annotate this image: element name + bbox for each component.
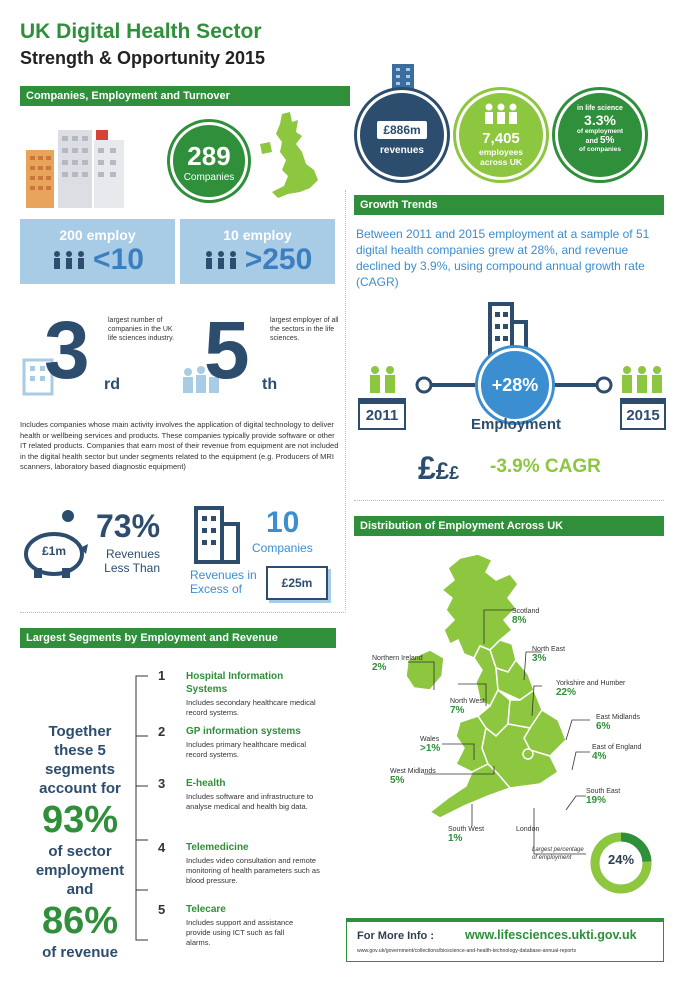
region-value: 5% bbox=[390, 775, 405, 786]
region-value: >1% bbox=[420, 743, 441, 754]
companies-ten-label: Companies bbox=[252, 541, 313, 555]
footer-reports-link[interactable]: www.gov.uk/government/collections/bioscience-and-health-technology-database-annual-reports bbox=[357, 948, 577, 954]
ls-comp-label: of companies bbox=[579, 146, 621, 153]
life-science-circle bbox=[555, 90, 645, 180]
ls-comp-pct: 5% bbox=[599, 135, 615, 146]
section-bar-segments: Largest Segments by Employment and Revenue bbox=[20, 628, 336, 648]
region-name: South East bbox=[586, 788, 621, 795]
region-london bbox=[516, 826, 539, 833]
region-value: 6% bbox=[596, 721, 611, 732]
region-name: Yorkshire and Humber bbox=[556, 680, 626, 687]
rank1-text: largest number of companies in the UK life sciences industry. bbox=[108, 317, 175, 342]
segment-num: 4 bbox=[158, 840, 166, 855]
buildings-icon bbox=[26, 124, 130, 208]
region-name: South West bbox=[448, 826, 485, 833]
rank2-number: 5 bbox=[204, 305, 250, 396]
pound-icon: £ bbox=[435, 458, 450, 485]
region-value: 3% bbox=[532, 653, 547, 664]
summary-line-4: account for bbox=[39, 780, 121, 797]
cagr-value: -3.9% CAGR bbox=[490, 456, 601, 477]
region-value: 2% bbox=[372, 662, 387, 673]
segment-desc: Includes secondary healthcare medical record systems. bbox=[186, 698, 316, 717]
region-east-midlands bbox=[596, 714, 640, 732]
section-bar-companies: Companies, Employment and Turnover bbox=[20, 86, 350, 106]
region-value: 1% bbox=[448, 833, 463, 844]
employees-circle bbox=[456, 90, 546, 180]
bracket-line bbox=[134, 670, 154, 946]
region-value: 22% bbox=[556, 687, 577, 698]
segment-num: 2 bbox=[158, 724, 166, 739]
region-name: East of England bbox=[592, 744, 642, 751]
pound-icon: £ bbox=[418, 450, 436, 486]
region-value: 8% bbox=[512, 615, 527, 626]
ls-intro: in life science bbox=[577, 105, 623, 112]
divider-growth bbox=[354, 500, 664, 501]
companies-count: 289 bbox=[187, 141, 231, 171]
segment-num: 3 bbox=[158, 776, 166, 791]
office-building-icon bbox=[192, 504, 242, 564]
divider-horizontal bbox=[20, 612, 346, 613]
region-value: 19% bbox=[586, 795, 607, 806]
box1-title: 200 employ bbox=[59, 227, 136, 243]
summary-pct-2: 86% bbox=[41, 900, 119, 942]
pound-icons bbox=[418, 450, 459, 487]
summary-line-1: Together bbox=[48, 723, 112, 740]
london-donut-value: 24% bbox=[607, 852, 635, 867]
region-yorkshire bbox=[556, 680, 625, 698]
year-start-calendar: 2011 bbox=[358, 398, 406, 430]
excess-label-2: Excess of bbox=[190, 582, 243, 596]
people-icon bbox=[51, 250, 87, 270]
region-name: West Midlands bbox=[390, 768, 436, 775]
segment-title: GP information systems bbox=[186, 726, 301, 737]
rank2-text: largest employer of all the sectors in the life sciences. bbox=[270, 317, 339, 342]
revenue-pct: 73% bbox=[96, 508, 161, 544]
segment-title: Telemedicine bbox=[186, 842, 249, 853]
pound-icon: £ bbox=[449, 463, 460, 483]
region-west-midlands bbox=[390, 768, 436, 786]
people-icon bbox=[481, 103, 521, 125]
rank1-suffix: rd bbox=[104, 376, 120, 393]
region-northern-ireland bbox=[372, 655, 423, 673]
growth-text: Between 2011 and 2015 employment at a sample of 51 digital health companies grew at 28%, and revenue declined by 3.9%, using compound annual growth rate (CAGR) bbox=[356, 227, 650, 289]
box2-value: >250 bbox=[244, 243, 313, 276]
segment-num: 1 bbox=[158, 668, 166, 683]
divider-vertical bbox=[345, 190, 346, 610]
footer-box bbox=[346, 918, 664, 962]
region-south-west bbox=[448, 826, 484, 844]
companies-label: Companies bbox=[183, 172, 235, 183]
summary-line-3: segments bbox=[44, 761, 116, 778]
page-title: UK Digital Health Sector bbox=[20, 20, 262, 43]
large-companies-box bbox=[180, 219, 335, 284]
summary-line-2: these 5 bbox=[54, 742, 106, 759]
segment-desc: Includes primary healthcare medical record systems. bbox=[186, 740, 307, 759]
region-south-east bbox=[586, 788, 620, 806]
revenue-label: revenues bbox=[380, 145, 424, 156]
ls-emp-label: of employment bbox=[576, 128, 624, 135]
revenue-pct-label-2: Less Than bbox=[104, 561, 160, 575]
segment-num: 5 bbox=[158, 902, 166, 917]
region-name: Wales bbox=[420, 736, 440, 743]
uk-map-small-icon bbox=[252, 112, 332, 202]
segments-summary bbox=[28, 722, 132, 962]
region-value: 7% bbox=[450, 705, 465, 716]
region-name: North East bbox=[532, 646, 566, 653]
year-end-calendar: 2015 bbox=[620, 398, 666, 430]
region-name: Scotland bbox=[512, 608, 540, 615]
ls-and: and bbox=[585, 138, 599, 145]
people-icon bbox=[203, 250, 239, 270]
summary-line-5: of sector bbox=[48, 843, 112, 860]
segment-desc: Includes software and infrastructure to analyse medical and health big data. bbox=[186, 792, 314, 811]
page-subtitle: Strength & Opportunity 2015 bbox=[20, 48, 266, 68]
segment-desc: Includes support and assistance provide using ICT such as fall alarms. bbox=[186, 918, 294, 947]
people-icon-2011 bbox=[368, 366, 398, 394]
region-name: East Midlands bbox=[596, 714, 640, 721]
footer-url-link[interactable]: www.lifesciences.ukti.gov.uk bbox=[465, 928, 637, 942]
definition-text: Includes companies whose main activity involves the application of digital technology to deliver health or wellbeing services and products. These companies typically provide software or other IT related products. Companies that earn most of their revenue from equipment are not included in the digital health sector but under segments related to the equipment (e.g. Producers of MRI scanners, laboratory based diagnostic equipment) bbox=[20, 420, 339, 471]
region-wales bbox=[420, 736, 440, 754]
growth-change-circle: +28% bbox=[478, 348, 552, 422]
banknote-25m: £25m bbox=[266, 566, 328, 600]
rank1-number: 3 bbox=[44, 305, 90, 396]
summary-pct-1: 93% bbox=[41, 799, 119, 841]
box1-value: <10 bbox=[93, 243, 144, 276]
segment-title: Telecare bbox=[186, 904, 226, 915]
region-north-west bbox=[450, 698, 485, 716]
segment-desc: Includes video consultation and remote monitoring of health parameters such as blood pressure. bbox=[186, 856, 320, 885]
summary-line-6: employment bbox=[35, 862, 125, 879]
revenue-pct-label-1: Revenues bbox=[105, 547, 160, 561]
revenue-circle bbox=[357, 90, 447, 180]
rank2-suffix: th bbox=[262, 376, 278, 393]
box2-title: 10 employ bbox=[223, 227, 292, 243]
section-bar-distribution: Distribution of Employment Across UK bbox=[354, 516, 664, 536]
companies-count-circle bbox=[170, 122, 248, 200]
pig-label: £1m bbox=[42, 544, 67, 558]
section-bar-growth: Growth Trends bbox=[354, 195, 664, 215]
london-caption: Largest percentage of employment bbox=[532, 847, 584, 861]
ls-emp-pct: 3.3% bbox=[584, 112, 616, 128]
employees-value: 7,405 bbox=[482, 130, 520, 147]
people-icon-2015 bbox=[620, 366, 666, 394]
region-value: 4% bbox=[592, 751, 607, 762]
region-name: London bbox=[516, 826, 540, 833]
footer-label: For More Info : bbox=[357, 930, 434, 942]
companies-ten: 10 bbox=[266, 506, 300, 539]
revenue-value: £886m bbox=[377, 121, 426, 139]
employees-label: employees across UK bbox=[479, 147, 523, 167]
summary-line-7: and bbox=[66, 881, 94, 898]
small-companies-box bbox=[20, 219, 175, 284]
region-north-east bbox=[532, 646, 565, 664]
region-name: North West bbox=[450, 698, 485, 705]
region-name: Northern Ireland bbox=[372, 655, 423, 662]
excess-label-1: Revenues in bbox=[190, 568, 257, 582]
region-east-of-england bbox=[592, 744, 641, 762]
segment-title: Hospital Information Systems bbox=[186, 671, 284, 695]
growth-change-label: Employment bbox=[470, 416, 561, 433]
segment-title: E-health bbox=[186, 778, 226, 789]
region-scotland bbox=[512, 608, 539, 626]
summary-line-8: of revenue bbox=[42, 944, 118, 961]
